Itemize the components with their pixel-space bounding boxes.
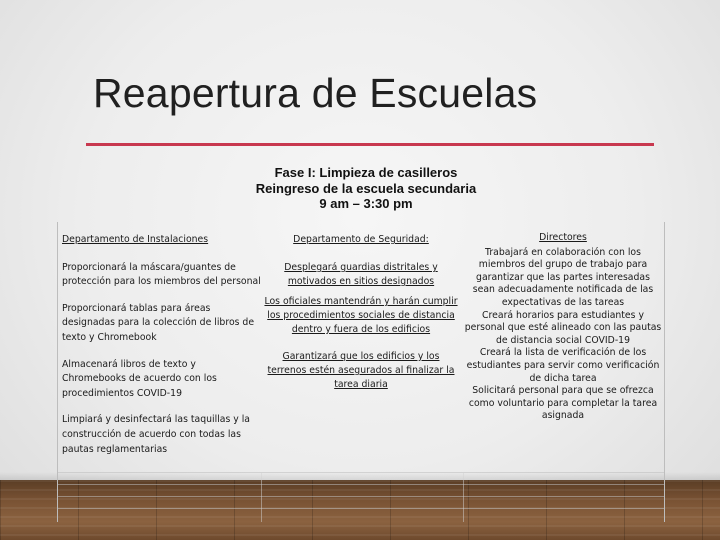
list-item: Solicitará personal para que se ofrezca como voluntario para completar la tarea asignada <box>468 385 658 422</box>
table-grid-line <box>58 496 664 497</box>
column-facilities <box>62 233 262 469</box>
column-heading: Departamento de Seguridad: <box>293 234 429 245</box>
slide-title: Reapertura de Escuelas <box>93 70 538 116</box>
list-item: Proporcionará tablas para áreas designadas para la colección de libros de texto y Chromebook <box>62 302 255 343</box>
list-item: Creará horarios para estudiantes y personal que esté alineado con las pautas de distancia social COVID-19 <box>464 309 662 346</box>
column-heading: Departamento de Instalaciones <box>62 234 209 245</box>
subtitle-phase: Fase I: Limpieza de casilleros <box>274 165 458 180</box>
subtitle-hours: 9 am – 3:30 pm <box>319 196 413 211</box>
column-security <box>262 233 460 405</box>
table-grid-line <box>58 508 664 509</box>
list-item: Los oficiales mantendrán y harán cumplir los procedimientos sociales de distancia dentro y fuera de los edificios <box>264 296 458 335</box>
table-grid-line <box>463 472 464 522</box>
column-heading: Directores <box>539 232 587 243</box>
table-grid-line <box>261 472 262 522</box>
column-principals <box>464 233 662 423</box>
title-underline <box>86 143 654 146</box>
list-item: Creará la lista de verificación de los estudiantes para servir como verificación de dicha tarea <box>466 347 660 384</box>
subtitle-reentry: Reingreso de la escuela secundaria <box>255 180 477 196</box>
list-item: Proporcionará la máscara/guantes de protección para los miembros del personal <box>62 261 261 288</box>
table-grid-line <box>58 484 664 485</box>
slide-subtitle <box>0 165 720 212</box>
list-item: Limpiará y desinfectará las taquillas y la construcción de acuerdo con todas las pautas reglamentarias <box>62 414 250 455</box>
list-item: Almacenará libros de texto y Chromebooks de acuerdo con los procedimientos COVID-19 <box>62 358 217 399</box>
list-item: Trabajará en colaboración con los miembros del grupo de trabajo para garantizar que las partes interesadas sean adecuadamente notificada de las expectativas de las tareas <box>472 246 654 308</box>
table-grid-line <box>58 472 664 473</box>
list-item: Garantizará que los edificios y los terrenos estén asegurados al finalizar la tarea diaria <box>267 351 455 390</box>
list-item: Desplegará guardias distritales y motivados en sitios designados <box>284 262 438 287</box>
